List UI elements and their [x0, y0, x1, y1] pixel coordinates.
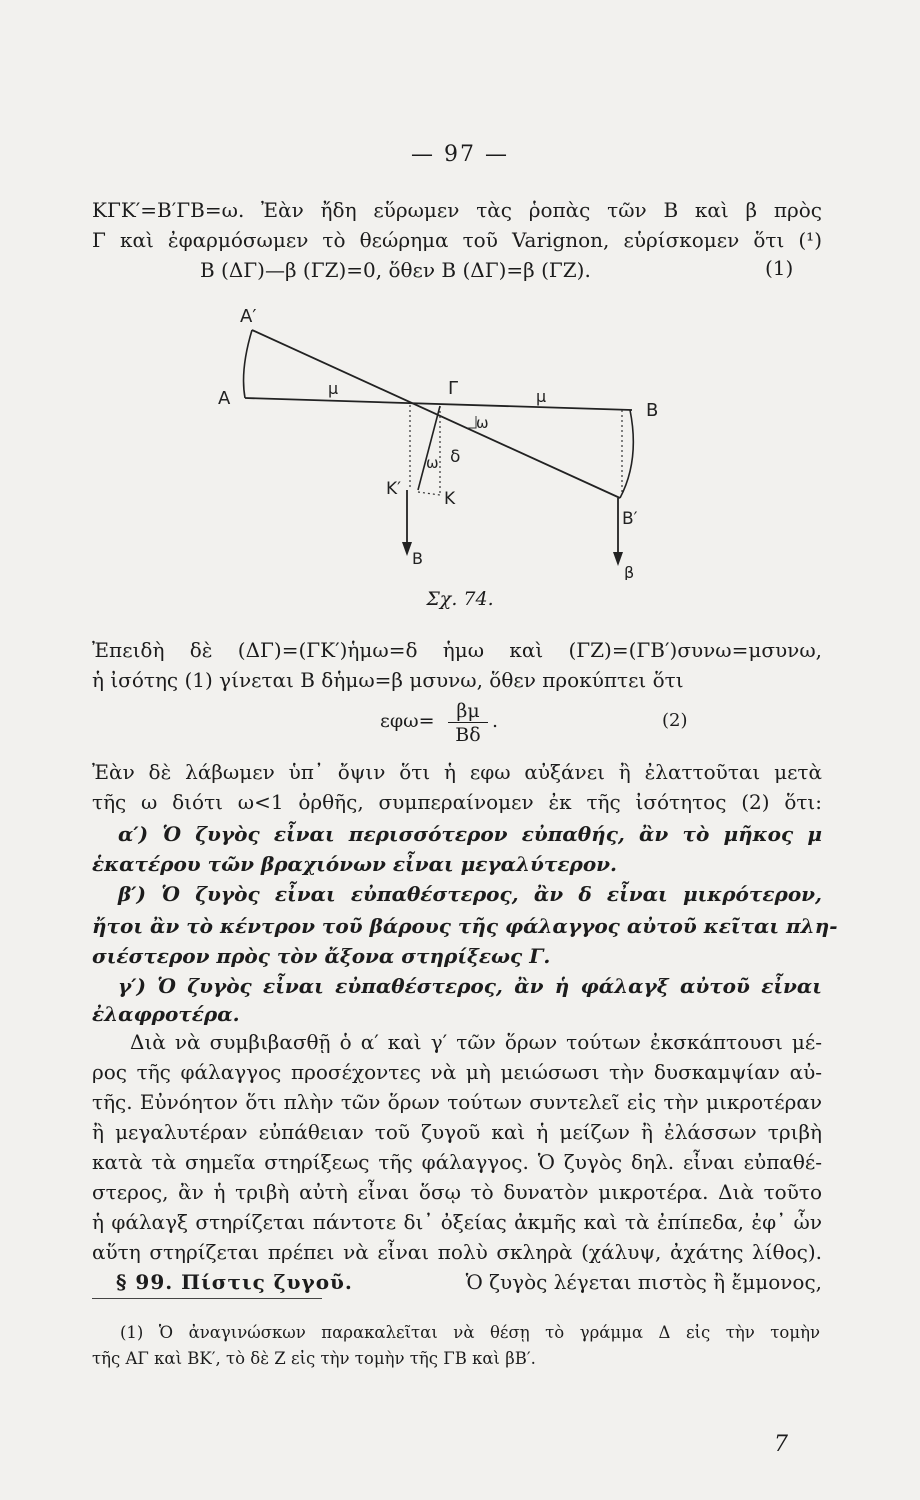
weight-beta-arrow	[613, 552, 623, 566]
label-omega-mid: ω	[426, 454, 439, 472]
equation-2-tail: .	[492, 710, 499, 732]
text-line-12: σιέστερον πρὸς τὸν ἄξονα στηρίξεως Γ.	[92, 944, 551, 968]
equation-2-denominator: Βδ	[455, 724, 481, 746]
beam-tilted	[252, 330, 620, 498]
footnote-line-2: τῆς ΑΓ καὶ ΒΚ′, τὸ δὲ Ζ εἰς τὴν τομὴν τῆς ΓΒ καὶ βΒ′.	[92, 1349, 536, 1368]
label-beta-weight: β	[624, 563, 635, 580]
text-line-22: αὕτη στηρίζεται πρέπει νὰ εἶναι πολὺ σκληρὰ (χάλυψ, ἀχάτης λίθος).	[92, 1240, 822, 1264]
text-line-16: ρος τῆς φάλαγγος προσέχοντες νὰ μὴ μειώσωσι τὴν δυσκαμψίαν αὐ-	[92, 1060, 822, 1084]
footnote-line-1: (1) Ὁ ἀναγινώσκων παρακαλεῖται νὰ θέσῃ τὸ γράμμα Δ εἰς τὴν τομὴν	[120, 1323, 820, 1342]
dotted-kk	[418, 492, 440, 495]
arc-left	[244, 330, 252, 398]
label-mu-right: μ	[536, 387, 547, 406]
text-line-11: ἤτοι ἂν τὸ κέντρον τοῦ βάρους τῆς φάλαγγος αὐτοῦ κεῖται πλη-	[92, 914, 838, 938]
label-k: Κ	[444, 489, 456, 509]
text-line-7: τῆς ω διότι ω<1 ὀρθῆς, συμπεραίνομεν ἐκ τῆς ἰσότητος (2) ὅτι:	[92, 790, 822, 814]
text-line-1: ΚΓΚ′=Β′ΓΒ=ω. Ἐὰν ἤδη εὕρωμεν τὰς ῥοπὰς τῶν Β καὶ β πρὸς	[92, 198, 822, 222]
label-b-weight: Β	[412, 549, 423, 568]
label-k-prime: Κ′	[386, 479, 402, 499]
text-line-13: γ′) Ὁ ζυγὸς εἶναι εὐπαθέστερος, ἂν ἡ φάλαγξ αὐτοῦ εἶναι	[118, 974, 822, 998]
text-line-18: ἢ μεγαλυτέραν εὐπάθειαν τοῦ ζυγοῦ καὶ ἡ μείζων ἢ ἐλάσσων τριβὴ	[92, 1120, 822, 1144]
equation-2-number: (2)	[662, 710, 688, 731]
label-a: Α	[218, 388, 231, 409]
text-line-21: ἡ φάλαγξ στηρίζεται πάντοτε δι᾽ ὀξείας ἀκμῆς καὶ τὰ ἐπίπεδα, ἐφ᾽ ὧν	[92, 1210, 822, 1234]
label-delta: δ	[450, 447, 461, 467]
text-line-20: στερος, ἂν ἡ τριβὴ αὐτὴ εἶναι ὅσῳ τὸ δυνατὸν μικροτέρα. Διὰ τοῦτο	[92, 1180, 822, 1204]
section-text: Ὁ ζυγὸς λέγεται πιστὸς ἢ ἔμμονος,	[465, 1270, 822, 1294]
arc-right	[620, 410, 633, 498]
weight-b-arrow	[402, 542, 412, 556]
footnote-rule	[92, 1298, 322, 1299]
label-gamma: Γ	[448, 378, 459, 399]
text-line-17: τῆς. Εὐνόητον ὅτι πλὴν τῶν ὅρων τούτων συντελεῖ εἰς τὴν μικροτέραν	[92, 1090, 822, 1114]
text-line-2: Γ καὶ ἐφαρμόσωμεν τὸ θεώρημα τοῦ Varignon, εὑρίσκομεν ὅτι (¹)	[92, 228, 822, 252]
section-heading: § 99. Πίστις ζυγοῦ.	[116, 1270, 353, 1294]
page-number: — 97 —	[411, 142, 509, 167]
label-omega-top: ω	[476, 414, 489, 432]
equation-1: Β (ΔΓ)—β (ΓΖ)=0, ὅθεν Β (ΔΓ)=β (ΓΖ).	[200, 258, 591, 282]
beam-horizontal	[245, 398, 632, 410]
text-line-19: κατὰ τὰ σημεῖα στηρίξεως τῆς φάλαγγος. Ὁ ζυγὸς δηλ. εἶναι εὐπαθέ-	[92, 1150, 822, 1174]
text-line-6: Ἐὰν δὲ λάβωμεν ὑπ᾽ ὄψιν ὅτι ἡ εφω αὐξάνει ἢ ἐλαττοῦται μετὰ	[92, 760, 822, 784]
equation-2-numerator: βμ	[448, 700, 488, 723]
label-a-prime: Α′	[240, 306, 257, 327]
text-line-15: Διὰ νὰ συμβιβασθῇ ὁ α′ καὶ γ′ τῶν ὅρων τούτων ἐκσκάπτουσι μέ-	[130, 1030, 822, 1054]
label-b-prime: Β′	[622, 509, 638, 529]
section-line	[116, 1268, 822, 1296]
text-line-5: ἡ ἰσότης (1) γίνεται Β δἡμω=β μσυνω, ὅθεν προκύπτει ὅτι	[92, 668, 684, 692]
equation-2-lhs: εφω=	[380, 710, 435, 732]
figure-caption: Σχ. 74.	[426, 588, 494, 610]
text-line-4: Ἐπειδὴ δὲ (ΔΓ)=(ΓΚ′)ἡμω=δ ἡμω καὶ (ΓΖ)=(ΓΒ′)συνω=μσυνω,	[92, 638, 822, 662]
text-line-14: ἐλαφροτέρα.	[92, 1002, 240, 1026]
signature-mark: 7	[774, 1432, 788, 1457]
equation-2-fraction	[448, 700, 488, 747]
angle-mark	[468, 416, 476, 428]
balance-figure	[200, 290, 660, 580]
line-gk-prime	[418, 406, 440, 490]
label-b: Β	[646, 400, 659, 421]
equation-1-number: (1)	[765, 256, 794, 280]
text-line-10: β′) Ὁ ζυγὸς εἶναι εὐπαθέστερος, ἂν δ εἶναι μικρότερον,	[118, 882, 822, 906]
label-mu-left: μ	[328, 379, 339, 398]
text-line-9: ἑκατέρου τῶν βραχιόνων εἶναι μεγαλύτερον.	[92, 852, 618, 876]
text-line-8: α′) Ὁ ζυγὸς εἶναι περισσότερον εὐπαθής, ἂν τὸ μῆκος μ	[118, 822, 822, 846]
